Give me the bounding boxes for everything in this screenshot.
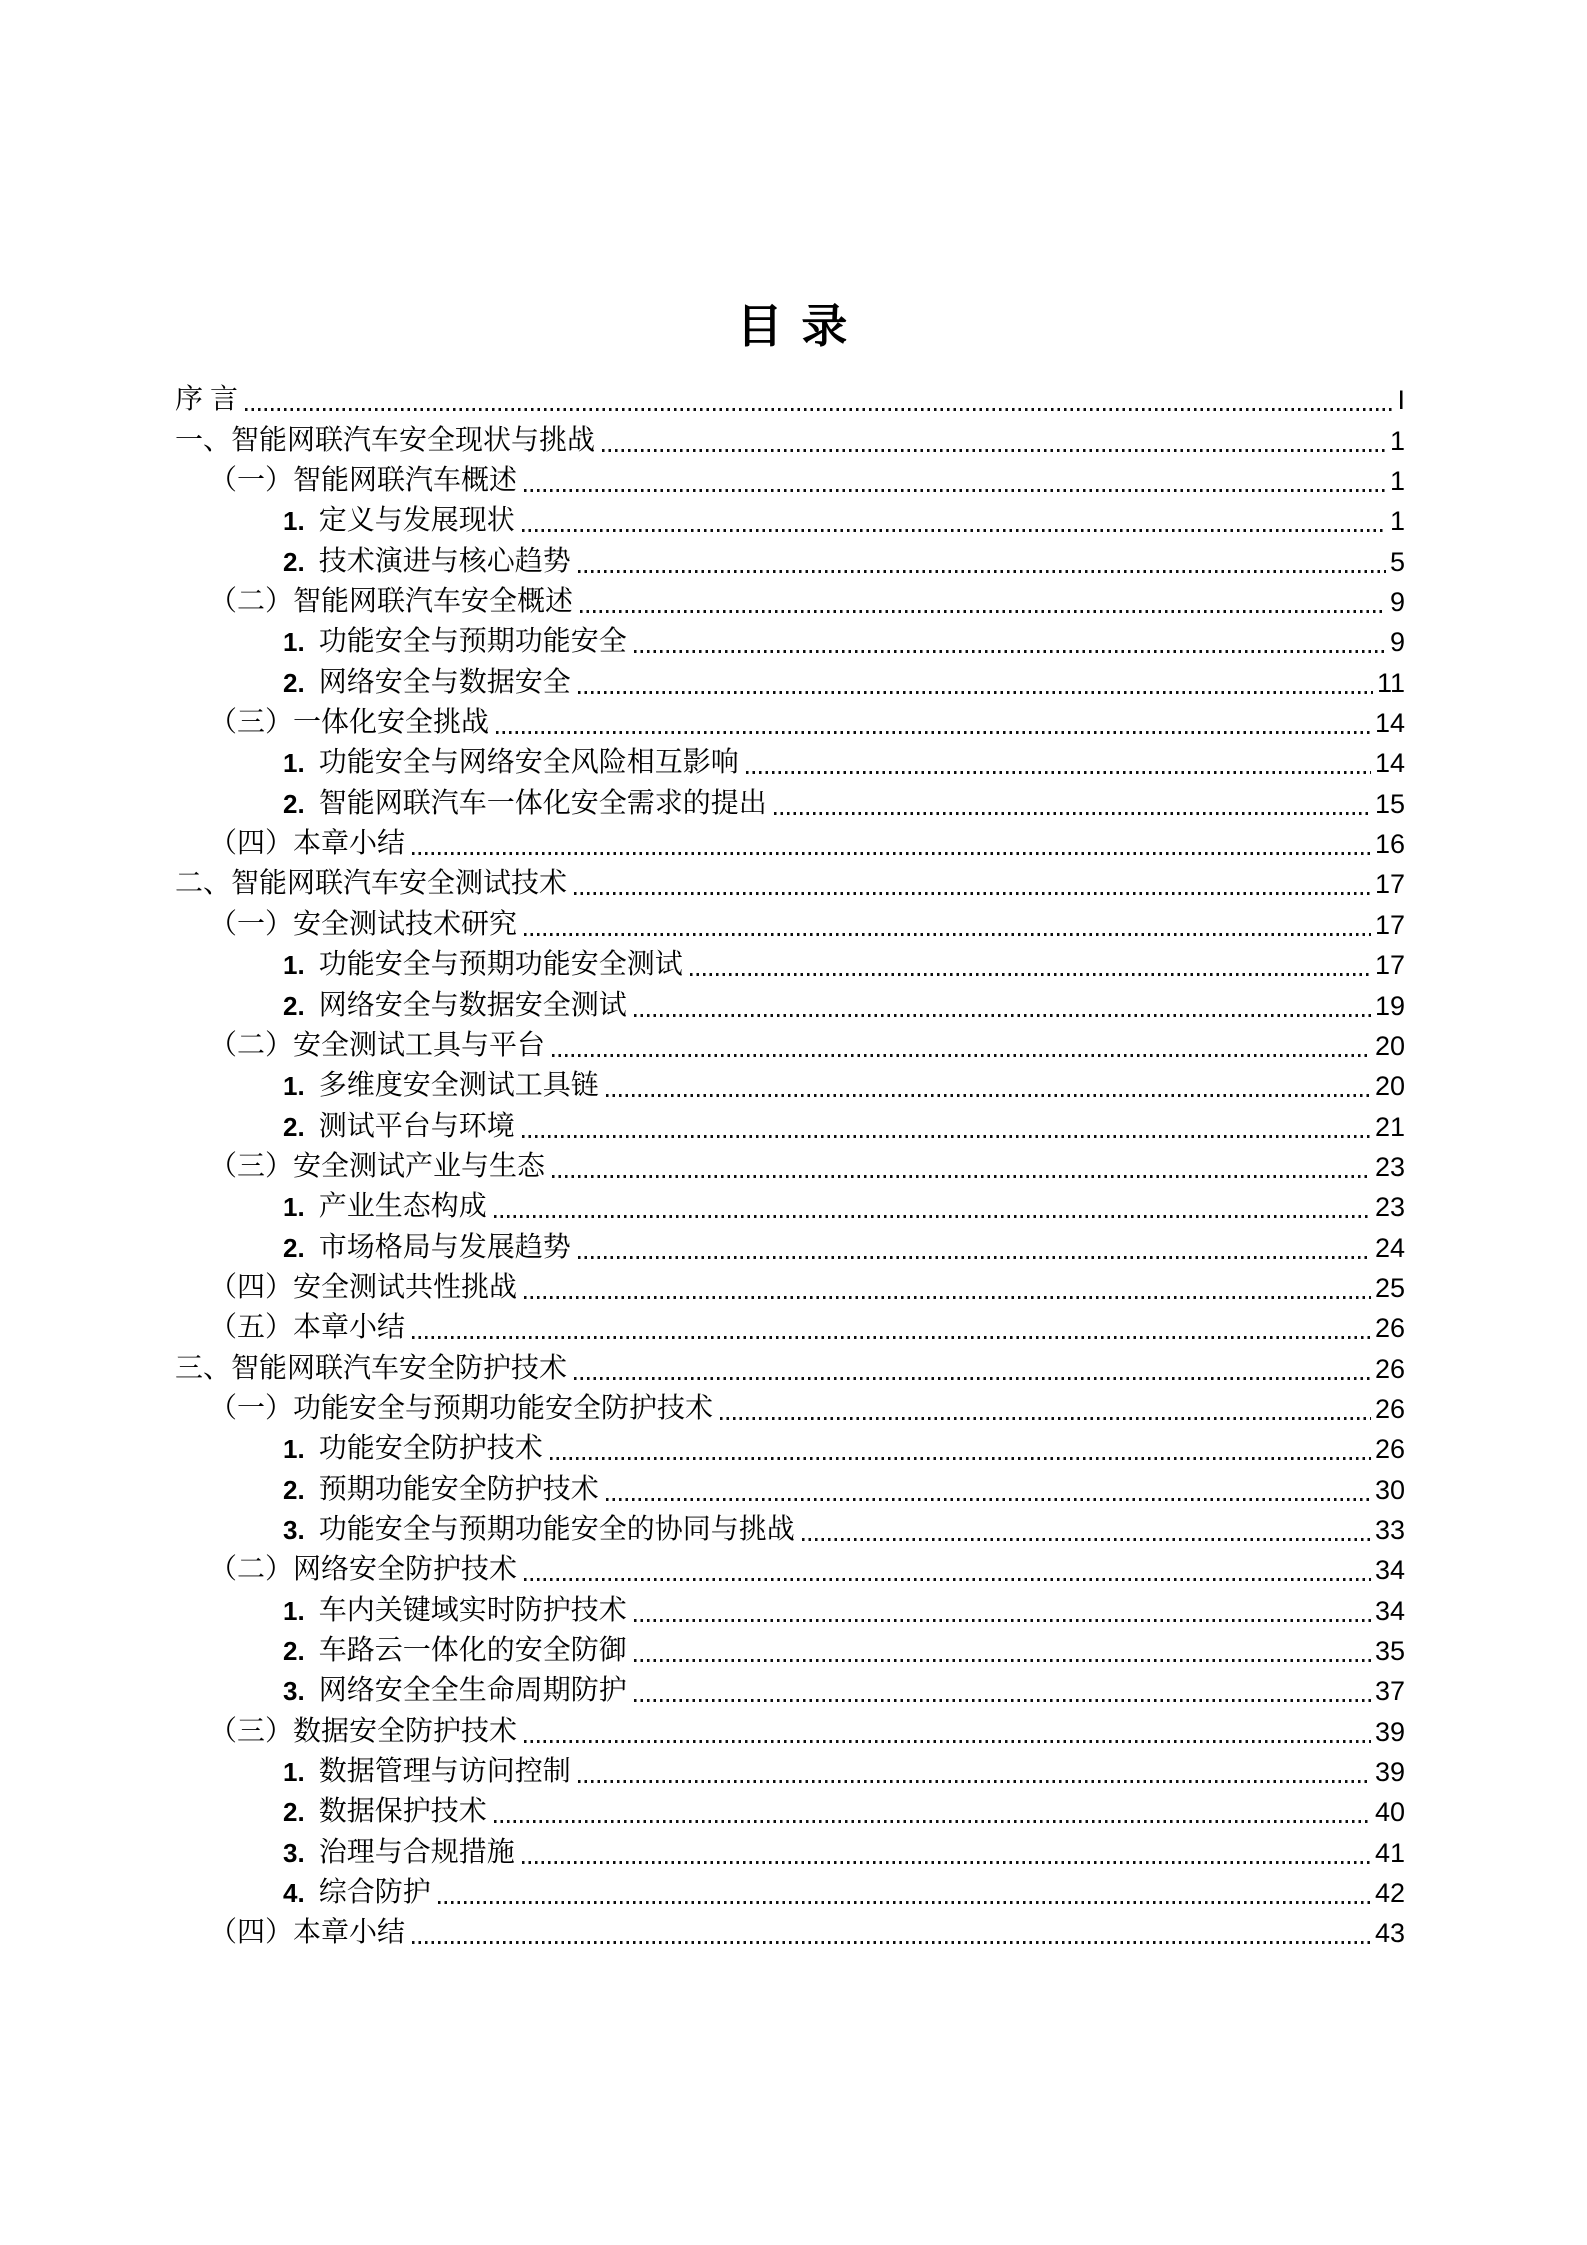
- toc-entry-label: （一）安全测试技术研究: [209, 908, 518, 940]
- toc-entry-page: 23: [1374, 1192, 1405, 1223]
- toc-entry-label: 多维度安全测试工具链: [318, 1070, 599, 1102]
- toc-entry-label: 网络安全与数据安全测试: [318, 989, 627, 1021]
- toc-entry-label: 二、智能网联汽车安全测试技术: [175, 868, 568, 900]
- toc-entry-label: 三、智能网联汽车安全防护技术: [175, 1352, 568, 1384]
- toc-entry-number: 2.: [283, 1474, 305, 1505]
- toc-leader-dots: [552, 1054, 1371, 1057]
- toc-entry-label: 一、智能网联汽车安全现状与挑战: [175, 424, 596, 456]
- toc-leader-dots: [580, 610, 1386, 613]
- toc-entry[interactable]: [175, 943, 1405, 983]
- toc-entry-page: 5: [1389, 546, 1405, 577]
- toc-entry[interactable]: [175, 539, 1405, 579]
- toc-entry[interactable]: [175, 1709, 1405, 1749]
- toc-entry-page: 17: [1374, 869, 1405, 900]
- toc-entry-label: 技术演进与核心趋势: [318, 545, 571, 577]
- toc-entry-page: 14: [1374, 748, 1405, 779]
- toc-entry-page: 19: [1374, 990, 1405, 1021]
- toc-entry[interactable]: [175, 1790, 1405, 1830]
- toc-entry[interactable]: [175, 1669, 1405, 1709]
- toc-leader-dots: [552, 1175, 1371, 1178]
- toc-entry-page: 1: [1389, 466, 1405, 497]
- toc-entry-label: 智能网联汽车一体化安全需求的提出: [318, 787, 767, 819]
- toc-leader-dots: [524, 1296, 1371, 1299]
- toc-entry-label: （一）智能网联汽车概述: [209, 465, 518, 497]
- toc-entry-number: 2.: [283, 990, 305, 1021]
- toc-entry-label: 测试平台与环境: [318, 1110, 515, 1142]
- toc-leader-dots: [634, 1619, 1371, 1622]
- toc-entry[interactable]: [175, 1225, 1405, 1265]
- toc-leader-dots: [550, 1457, 1371, 1460]
- toc-entry-label: （三）一体化安全挑战: [209, 707, 490, 739]
- toc-leader-dots: [606, 1094, 1371, 1097]
- toc-entry[interactable]: [175, 822, 1405, 862]
- toc-entry[interactable]: [175, 1548, 1405, 1588]
- toc-entry-page: 9: [1389, 587, 1405, 618]
- toc-entry-number: 2.: [283, 1232, 305, 1263]
- toc-entry[interactable]: [175, 1830, 1405, 1870]
- toc-entry-number: 1.: [283, 1192, 305, 1223]
- toc-entry[interactable]: [175, 1185, 1405, 1225]
- toc-entry[interactable]: [175, 1024, 1405, 1064]
- toc-entry[interactable]: [175, 1346, 1405, 1386]
- toc-entry[interactable]: [175, 459, 1405, 499]
- toc-entry[interactable]: [175, 580, 1405, 620]
- toc-entry-number: 1.: [283, 506, 305, 537]
- toc-entry-page: 43: [1374, 1918, 1405, 1949]
- toc-entry[interactable]: [175, 741, 1405, 781]
- toc-entry-label: 功能安全防护技术: [318, 1433, 543, 1465]
- toc-entry-page: 34: [1374, 1595, 1405, 1626]
- toc-leader-dots: [522, 1861, 1371, 1864]
- toc-entry-label: 预期功能安全防护技术: [318, 1473, 599, 1505]
- toc-entry-page: I: [1397, 385, 1405, 416]
- toc-entry-page: 20: [1374, 1071, 1405, 1102]
- toc-leader-dots: [412, 1941, 1371, 1944]
- toc-entry-label: （二）智能网联汽车安全概述: [209, 586, 574, 618]
- toc-leader-dots: [746, 771, 1371, 774]
- toc-entry-number: 1.: [283, 1434, 305, 1465]
- toc-entry-page: 1: [1389, 425, 1405, 456]
- toc-leader-dots: [496, 731, 1371, 734]
- toc-entry[interactable]: [175, 1508, 1405, 1548]
- toc-entry-page: 20: [1374, 1030, 1405, 1061]
- toc-entry-number: 2.: [283, 788, 305, 819]
- toc-entry-number: 1.: [283, 1595, 305, 1626]
- toc-leader-dots: [574, 1377, 1371, 1380]
- toc-entry-page: 37: [1374, 1676, 1405, 1707]
- toc-entry-number: 1.: [283, 627, 305, 658]
- toc-leader-dots: [412, 1336, 1371, 1339]
- toc-entry[interactable]: [175, 1266, 1405, 1306]
- toc-leader-dots: [245, 408, 1393, 411]
- toc-entry-label: 功能安全与预期功能安全: [318, 626, 627, 658]
- toc-entry[interactable]: [175, 1629, 1405, 1669]
- toc-entry[interactable]: [175, 902, 1405, 942]
- toc-entry[interactable]: [175, 862, 1405, 902]
- toc-list: [175, 378, 1405, 1951]
- toc-entry-label: 市场格局与发展趋势: [318, 1231, 571, 1263]
- toc-entry-page: 14: [1374, 708, 1405, 739]
- toc-leader-dots: [522, 1135, 1371, 1138]
- toc-entry[interactable]: [175, 1427, 1405, 1467]
- toc-entry-number: 2.: [283, 546, 305, 577]
- toc-entry-page: 41: [1374, 1837, 1405, 1868]
- toc-entry-page: 33: [1374, 1514, 1405, 1545]
- toc-entry[interactable]: [175, 1588, 1405, 1628]
- toc-entry[interactable]: [175, 620, 1405, 660]
- toc-entry-page: 39: [1374, 1757, 1405, 1788]
- toc-entry-label: 网络安全全生命周期防护: [318, 1675, 627, 1707]
- toc-entry-number: 2.: [283, 1111, 305, 1142]
- toc-leader-dots: [690, 973, 1371, 976]
- toc-entry-number: 1.: [283, 1757, 305, 1788]
- toc-entry-number: 2.: [283, 1636, 305, 1666]
- toc-leader-dots: [774, 812, 1371, 815]
- toc-leader-dots: [524, 933, 1371, 936]
- toc-entry-page: 30: [1374, 1474, 1405, 1505]
- toc-entry-page: 16: [1374, 829, 1405, 860]
- toc-entry-page: 25: [1374, 1272, 1405, 1303]
- toc-entry-label: （二）安全测试工具与平台: [209, 1029, 546, 1061]
- toc-entry[interactable]: [175, 701, 1405, 741]
- toc-leader-dots: [494, 1215, 1371, 1218]
- toc-leader-dots: [602, 449, 1386, 452]
- toc-entry-label: 定义与发展现状: [318, 505, 515, 537]
- toc-entry-label: 车内关键域实时防护技术: [318, 1594, 627, 1626]
- toc-entry-label: 网络安全与数据安全: [318, 666, 571, 698]
- toc-entry-page: 15: [1374, 788, 1405, 819]
- toc-title: 目 录: [736, 300, 851, 352]
- toc-entry-number: 1.: [283, 1071, 305, 1102]
- toc-entry-page: 26: [1374, 1313, 1405, 1344]
- toc-leader-dots: [578, 1780, 1371, 1783]
- toc-entry-label: 功能安全与预期功能安全测试: [318, 949, 683, 981]
- toc-entry-page: 17: [1374, 950, 1405, 981]
- toc-entry[interactable]: [175, 418, 1405, 458]
- toc-entry[interactable]: [175, 378, 1405, 418]
- toc-leader-dots: [634, 650, 1386, 653]
- toc-leader-dots: [438, 1901, 1371, 1904]
- toc-entry[interactable]: [175, 660, 1405, 700]
- toc-entry-page: 42: [1374, 1878, 1405, 1909]
- toc-entry-label: （三）数据安全防护技术: [209, 1715, 518, 1747]
- toc-leader-dots: [494, 1820, 1371, 1823]
- toc-leader-dots: [522, 529, 1386, 532]
- toc-entry-number: 1.: [283, 950, 305, 981]
- toc-entry[interactable]: [175, 1306, 1405, 1346]
- toc-entry-page: 34: [1374, 1555, 1405, 1586]
- toc-entry-number: 3.: [283, 1676, 305, 1707]
- toc-leader-dots: [634, 1699, 1371, 1702]
- toc-leader-dots: [802, 1538, 1371, 1541]
- toc-entry[interactable]: [175, 1145, 1405, 1185]
- toc-entry[interactable]: [175, 1750, 1405, 1790]
- toc-entry[interactable]: [175, 781, 1405, 821]
- toc-entry-label: （四）本章小结: [209, 828, 406, 860]
- toc-entry-label: （四）安全测试共性挑战: [209, 1271, 518, 1303]
- toc-entry-label: 数据管理与访问控制: [318, 1756, 571, 1788]
- toc-leader-dots: [606, 1498, 1371, 1501]
- toc-leader-dots: [574, 892, 1371, 895]
- toc-entry-page: 26: [1374, 1434, 1405, 1465]
- toc-entry-page: 40: [1374, 1797, 1405, 1828]
- toc-entry-page: 24: [1374, 1232, 1405, 1263]
- toc-entry[interactable]: [175, 1871, 1405, 1911]
- toc-entry-label: 功能安全与预期功能安全的协同与挑战: [318, 1513, 795, 1545]
- toc-entry[interactable]: [175, 1387, 1405, 1427]
- toc-entry-page: 35: [1374, 1636, 1405, 1666]
- toc-leader-dots: [412, 852, 1371, 855]
- toc-entry-label: 综合防护: [318, 1877, 431, 1909]
- toc-entry-label: 功能安全与网络安全风险相互影响: [318, 747, 739, 779]
- toc-entry-number: 4.: [283, 1878, 305, 1909]
- toc-entry-number: 3.: [283, 1514, 305, 1545]
- toc-entry[interactable]: [175, 1467, 1405, 1507]
- toc-entry[interactable]: [175, 983, 1405, 1023]
- toc-leader-dots: [524, 1740, 1371, 1743]
- toc-entry-label: 产业生态构成: [318, 1191, 487, 1223]
- toc-entry-label: （四）本章小结: [209, 1917, 406, 1949]
- toc-entry-label: （三）安全测试产业与生态: [209, 1150, 546, 1182]
- toc-entry-page: 26: [1374, 1353, 1405, 1384]
- toc-entry-page: 21: [1374, 1111, 1405, 1142]
- toc-entry-label: 车路云一体化的安全防御: [318, 1635, 627, 1666]
- toc-leader-dots: [634, 1014, 1371, 1017]
- toc-entry-number: 3.: [283, 1837, 305, 1868]
- toc-leader-dots: [634, 1659, 1371, 1662]
- toc-entry-label: （五）本章小结: [209, 1312, 406, 1344]
- toc-entry-label: （一）功能安全与预期功能安全防护技术: [209, 1392, 714, 1424]
- toc-entry-label: （二）网络安全防护技术: [209, 1554, 518, 1586]
- toc-leader-dots: [578, 1256, 1371, 1259]
- toc-entry-page: 39: [1374, 1716, 1405, 1747]
- toc-entry-page: 1: [1389, 506, 1405, 537]
- toc-leader-dots: [524, 489, 1386, 492]
- toc-entry-label: 治理与合规措施: [318, 1836, 515, 1868]
- toc-entry[interactable]: [175, 1911, 1405, 1951]
- toc-entry-label: 数据保护技术: [318, 1796, 487, 1828]
- toc-entry-page: 9: [1389, 627, 1405, 658]
- toc-entry[interactable]: [175, 499, 1405, 539]
- toc-leader-dots: [578, 570, 1386, 573]
- toc-entry-number: 2.: [283, 1797, 305, 1828]
- toc-entry-page: 11: [1376, 667, 1405, 698]
- toc-entry-label: 序 言: [175, 384, 239, 416]
- toc-entry[interactable]: [175, 1064, 1405, 1104]
- toc-entry-page: 17: [1374, 909, 1405, 940]
- toc-entry-number: 2.: [283, 667, 305, 698]
- toc-leader-dots: [524, 1578, 1371, 1581]
- toc-entry-page: 23: [1374, 1151, 1405, 1182]
- toc-entry-number: 1.: [283, 748, 305, 779]
- toc-leader-dots: [720, 1417, 1371, 1420]
- toc-entry[interactable]: [175, 1104, 1405, 1144]
- toc-leader-dots: [578, 691, 1373, 694]
- toc-entry-page: 26: [1374, 1393, 1405, 1424]
